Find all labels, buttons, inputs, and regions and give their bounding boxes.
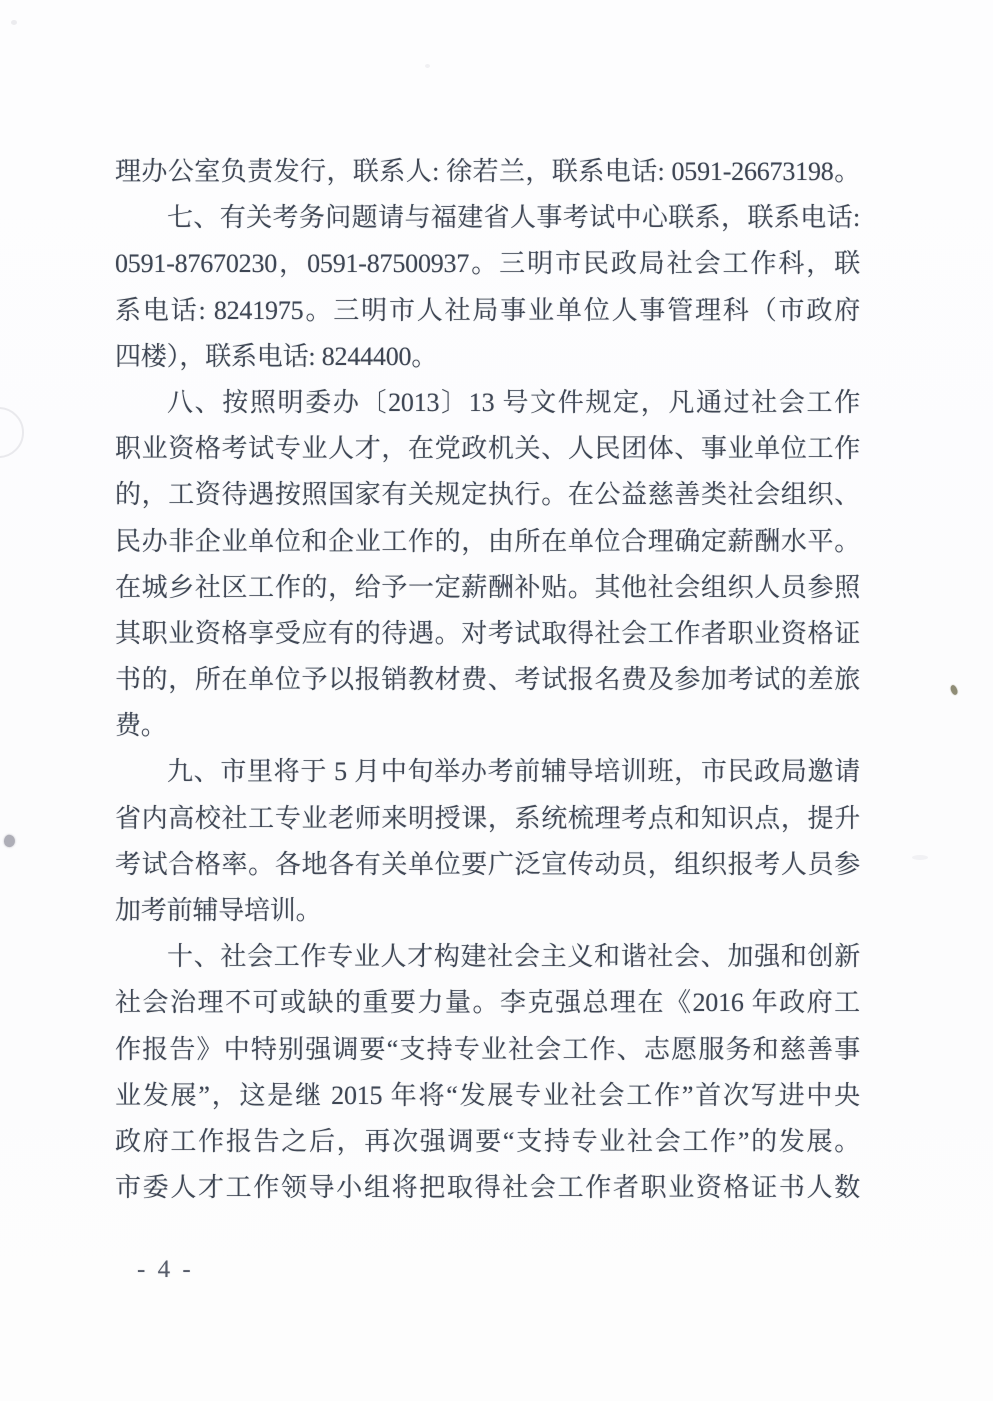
page-number: - 4 - bbox=[137, 1256, 194, 1283]
text-line: 四楼），联系电话: 8244400。 bbox=[115, 341, 438, 371]
text-line: 省内高校社工专业老师来明授课，系统梳理考点和知识点，提升 bbox=[115, 803, 860, 833]
text-line: 民办非企业单位和企业工作的，由所在单位合理确定薪酬水平。 bbox=[115, 526, 860, 556]
text-line: 系电话: 8241975。三明市人社局事业单位人事管理科（市政府 bbox=[115, 295, 860, 325]
scan-artifact-speck bbox=[2, 834, 16, 849]
scan-artifact-speck bbox=[949, 684, 959, 696]
text-line: 在城乡社区工作的，给予一定薪酬补贴。其他社会组织人员参照 bbox=[115, 572, 860, 602]
text-line: 作报告》中特别强调要“支持专业社会工作、志愿服务和慈善事 bbox=[115, 1034, 860, 1064]
text-line: 市委人才工作领导小组将把取得社会工作者职业资格证书人数 bbox=[115, 1173, 860, 1203]
text-line: 七、有关考务问题请与福建省人事考试中心联系，联系电话: bbox=[167, 203, 860, 233]
text-line: 书的，所在单位予以报销教材费、考试报名费及参加考试的差旅 bbox=[115, 665, 860, 695]
text-line: 费。 bbox=[115, 711, 167, 741]
text-line: 其职业资格享受应有的待遇。对考试取得社会工作者职业资格证 bbox=[115, 618, 860, 648]
text-line: 社会治理不可或缺的重要力量。李克强总理在《2016 年政府工 bbox=[115, 988, 860, 1018]
text-line: 0591-87670230，0591-87500937。三明市民政局社会工作科，联 bbox=[115, 249, 860, 279]
scan-artifact-smudge bbox=[912, 855, 928, 860]
text-line: 业发展”，这是继 2015 年将“发展专业社会工作”首次写进中央 bbox=[115, 1080, 860, 1110]
text-line: 职业资格考试专业人才，在党政机关、人民团体、事业单位工作 bbox=[115, 434, 860, 464]
scan-artifact-speck bbox=[11, 20, 17, 25]
text-line: 政府工作报告之后，再次强调要“支持专业社会工作”的发展。 bbox=[115, 1126, 860, 1156]
text-line: 的，工资待遇按照国家有关规定执行。在公益慈善类社会组织、 bbox=[115, 480, 860, 510]
scan-artifact-arc bbox=[0, 407, 24, 458]
text-line: 八、按照明委办〔2013〕13 号文件规定，凡通过社会工作 bbox=[167, 387, 860, 417]
text-line: 加考前辅导培训。 bbox=[115, 896, 322, 925]
document-body bbox=[115, 149, 860, 1211]
text-line: 理办公室负责发行，联系人: 徐若兰，联系电话: 0591-26673198。 bbox=[115, 157, 860, 186]
text-line: 九、市里将于 5 月中旬举办考前辅导培训班，市民政局邀请 bbox=[167, 757, 860, 787]
text-line: 考试合格率。各地各有关单位要广泛宣传动员，组织报考人员参 bbox=[115, 849, 860, 879]
scan-artifact-speck bbox=[425, 64, 430, 68]
text-line: 十、社会工作专业人才构建社会主义和谐社会、加强和创新 bbox=[167, 942, 860, 972]
